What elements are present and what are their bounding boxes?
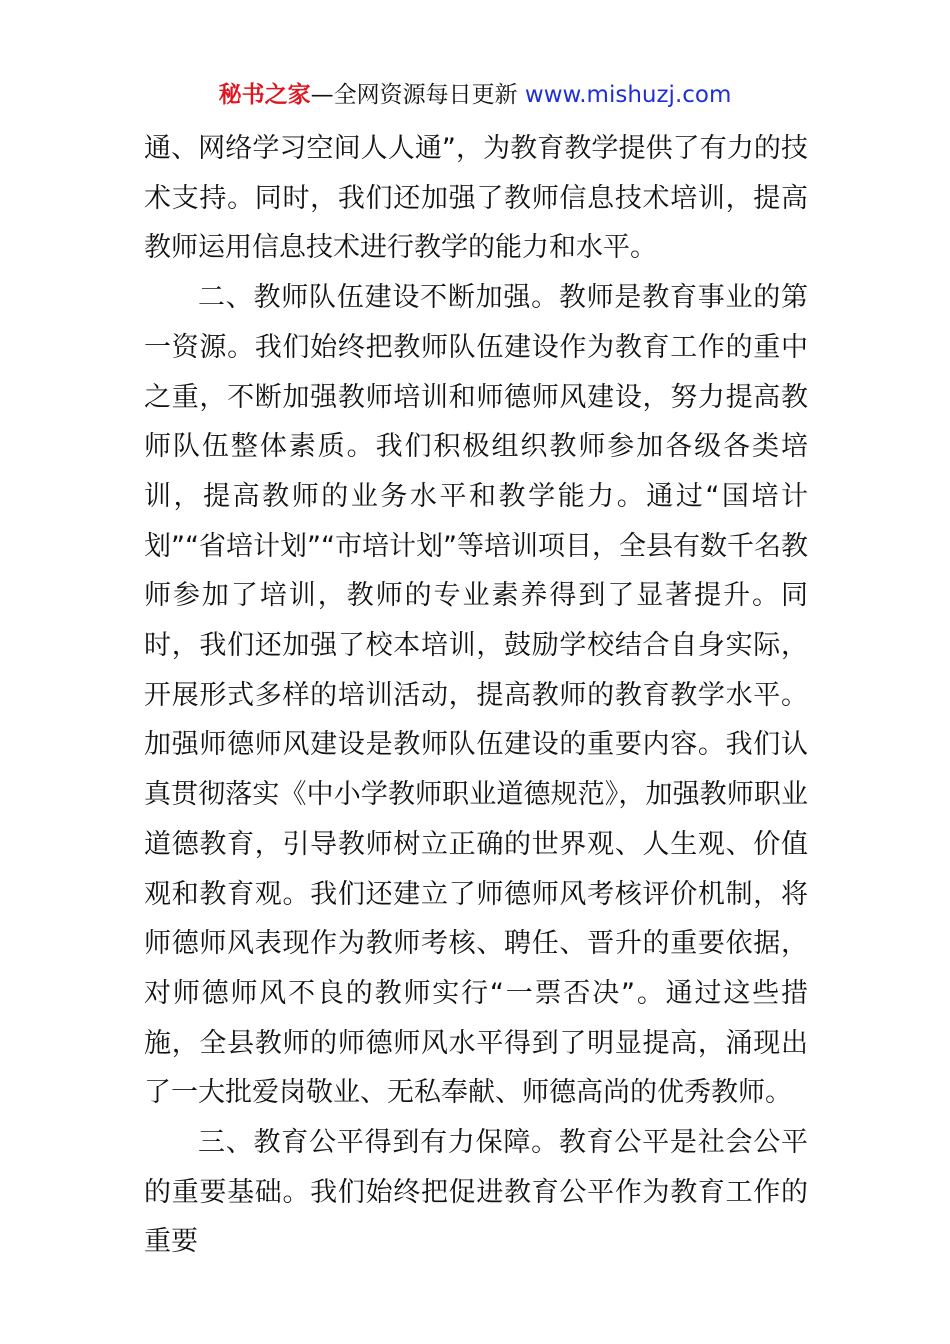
header-tagline: —全网资源每日更新 bbox=[310, 82, 525, 108]
paragraph-teacher-team: 二、教师队伍建设不断加强。教师是教育事业的第一资源。我们始终把教师队伍建设作为教育工作的重中之重，不断加强教师培训和师德师风建设，努力提高教师队伍整体素质。我们积极组织教师参加各级各类培训，提高教师的业务水平和教学能力。通过“国培计划”“省培计划”“市培计划”等培训项目，全县有数千名教师参加了培训，教师的专业素养得到了显著提升。同时，我们还加强了校本培训，鼓励学校结合自身实际，开展形式多样的培训活动，提高教师的教育教学水平。加强师德师风建设是教师队伍建设的重要内容。我们认真贯彻落实《中小学教师职业道德规范》，加强教师职业道德教育，引导教师树立正确的世界观、人生观、价值观和教育观。我们还建立了师德师风考核评价机制，将师德师风表现作为教师考核、聘任、晋升的重要依据，对师德师风不良的教师实行“一票否决”。通过这些措施，全县教师的师德师风水平得到了明显提高，涌现出了一大批爱岗敬业、无私奉献、师德高尚的优秀教师。 bbox=[144, 282, 808, 1109]
paragraph-continuation: 通、网络学习空间人人通”，为教育教学提供了有力的技术支持。同时，我们还加强了教师信息技术培训，提高教师运用信息技术进行教学的能力和水平。 bbox=[144, 133, 808, 264]
document-body bbox=[144, 124, 808, 1267]
site-header bbox=[0, 80, 950, 110]
brand-name: 秘书之家 bbox=[218, 82, 311, 108]
paragraph-education-equity: 三、教育公平得到有力保障。教育公平是社会公平的重要基础。我们始终把促进教育公平作为教育工作的重要 bbox=[144, 1127, 808, 1258]
site-url-link[interactable]: www.mishuzj.com bbox=[524, 82, 732, 108]
